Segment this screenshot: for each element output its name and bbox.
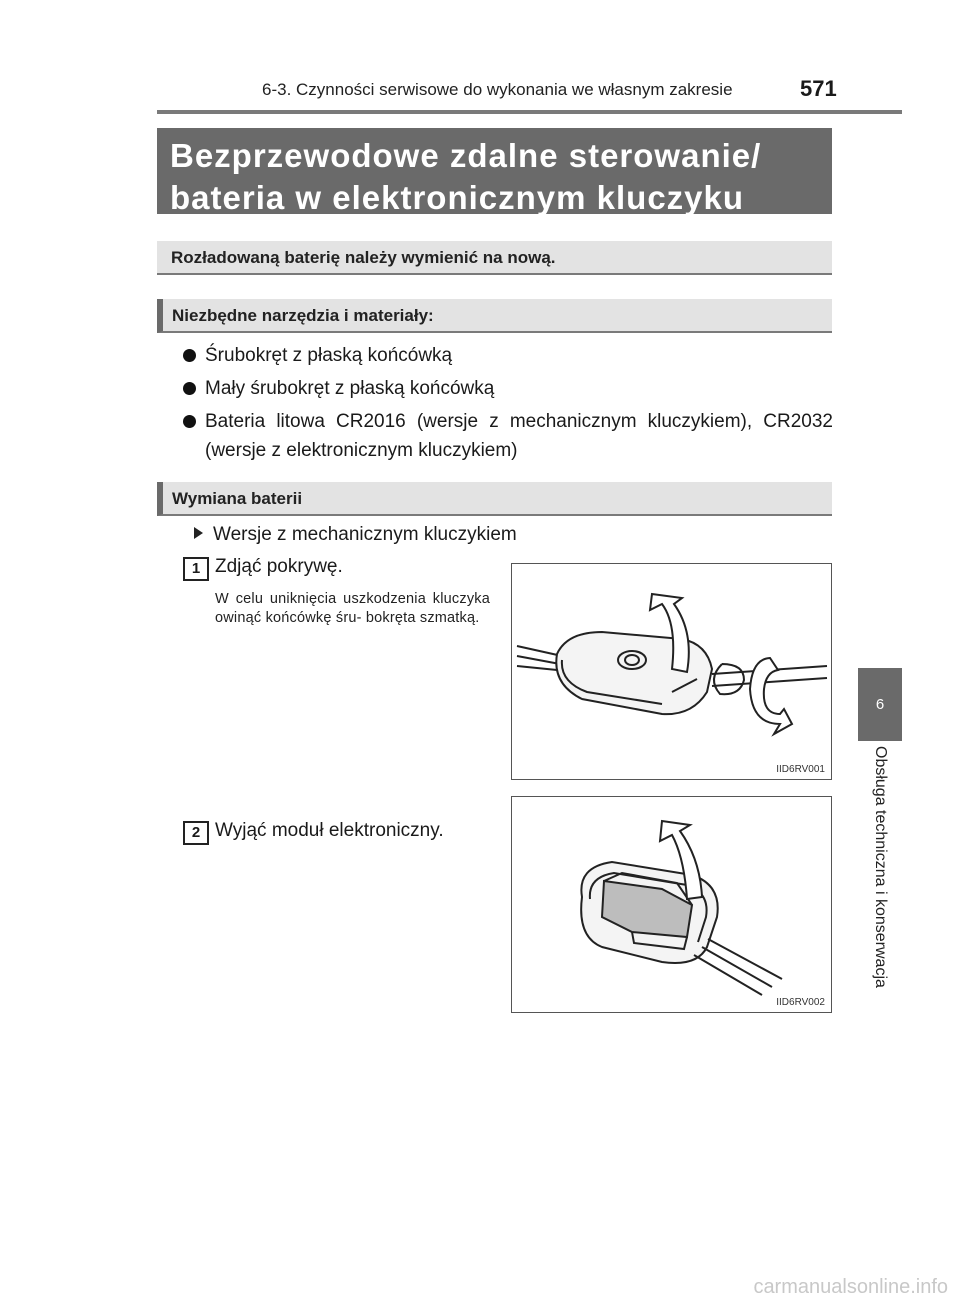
- list-item-text: Śrubokręt z płaską końcówką: [205, 345, 453, 366]
- intro-bar: [157, 241, 832, 275]
- chapter-tab: 6: [858, 668, 902, 741]
- bullet-icon: [183, 415, 196, 428]
- page-title-line2: bateria w elektronicznym kluczyku: [170, 179, 745, 216]
- list-item-text: Mały śrubokręt z płaską końcówką: [205, 378, 495, 399]
- list-item: [183, 374, 833, 403]
- figure-remove-cover: [511, 563, 832, 780]
- variant-label: [194, 524, 517, 546]
- header-section-title: 6-3. Czynności serwisowe do wykonania we własnym zakresie: [262, 80, 733, 99]
- figure-remove-module: [511, 796, 832, 1013]
- tools-heading-bar: [157, 299, 832, 333]
- arrow-right-icon: [194, 527, 203, 539]
- page-title: [157, 128, 832, 214]
- page-title-line1: Bezprzewodowe zdalne sterowanie/: [170, 137, 762, 174]
- replacement-heading: Wymiana baterii: [172, 489, 303, 508]
- variant-text: Wersje z mechanicznym kluczykiem: [213, 524, 517, 545]
- key-module-illustration: [512, 797, 831, 1012]
- bullet-icon: [183, 349, 196, 362]
- figure-id: IID6RV001: [776, 764, 825, 775]
- page-number: 571: [800, 76, 837, 101]
- tools-heading: Niezbędne narzędzia i materiały:: [172, 306, 434, 325]
- list-item-text: Bateria litowa CR2016 (wersje z mechanicznym kluczykiem), CR2032 (wersje z elektronicznym kluczykiem): [205, 411, 833, 461]
- header-rule: [157, 110, 902, 114]
- list-item: [183, 407, 833, 465]
- step-text: Zdjąć pokrywę.: [215, 556, 343, 577]
- list-item: [183, 341, 833, 370]
- key-cover-illustration: [512, 564, 831, 779]
- watermark: carmanualsonline.info: [753, 1276, 948, 1298]
- intro-text: Rozładowaną baterię należy wymienić na nową.: [171, 248, 556, 267]
- step-note: W celu uniknięcia uszkodzenia kluczyka owinąć końcówkę śru- bokręta szmatką.: [215, 591, 490, 626]
- chapter-label-text: Obsługa techniczna i konserwacja: [872, 746, 889, 988]
- step-number-box: 2: [183, 821, 209, 845]
- chapter-side-label: [848, 746, 912, 1046]
- step-text: Wyjąć moduł elektroniczny.: [215, 820, 444, 841]
- replacement-heading-bar: [157, 482, 832, 516]
- figure-id: IID6RV002: [776, 997, 825, 1008]
- bullet-icon: [183, 382, 196, 395]
- step-number-box: 1: [183, 557, 209, 581]
